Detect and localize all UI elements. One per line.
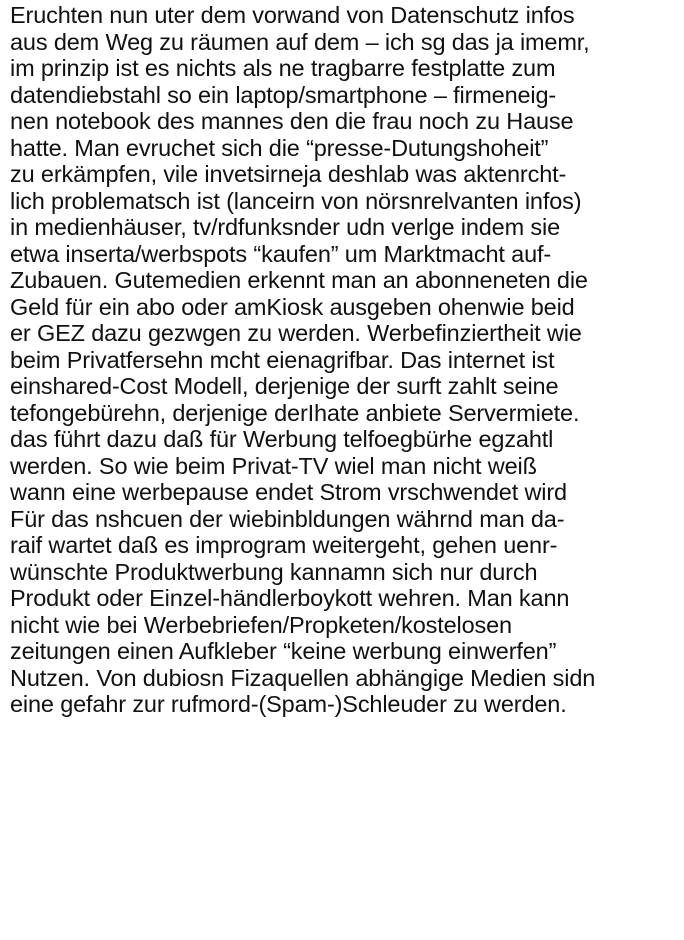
text-line-10: etwa inserta/werbspots “kaufen” um Marktmacht auf- <box>10 240 552 267</box>
text-line-14: beim Privatfersehn mcht eienagrifbar. Das internet ist <box>10 346 555 373</box>
text-line-15: einshared-Cost Modell, derjenige der surft zahlt seine <box>10 373 559 399</box>
text-line-21: raif wartet daß es improgram weitergeht, gehen uenr- <box>10 532 558 558</box>
text-line-23: Produkt oder Einzel-händlerboykott wehren. Man kann <box>10 585 570 611</box>
text-line-7: zu erkämpfen, vile invetsirneja deshlab was aktenrcht- <box>10 161 567 187</box>
text-line-6: hatte. Man evruchet sich die “presse-Dutungshoheit” <box>10 134 549 161</box>
text-line-11: Zubauen. Gutemedien erkennt man an abonneneten die <box>10 267 588 293</box>
text-line-17: das führt dazu daß für Werbung telfoegbürhe egzahtl <box>10 426 554 452</box>
text-line-18: werden. So wie beim Privat-TV wiel man nicht weiß <box>10 452 537 479</box>
text-line-22: wünschte Produktwerbung kannamn sich nur durch <box>10 558 538 585</box>
text-line-4: datendiebstahl so ein laptop/smartphone – firmeneig- <box>10 81 557 108</box>
text-line-3: im prinzip ist es nichts als ne tragbarre festplatte zum <box>10 55 556 81</box>
text-line-5: nen notebook des mannes den die frau noch zu Hause <box>10 108 574 134</box>
text-line-24: nicht wie bei Werbebriefen/Propketen/kostelosen <box>10 611 512 638</box>
text-line-2: aus dem Weg zu räumen auf dem – ich sg das ja imemr, <box>10 28 590 55</box>
text-line-27: eine gefahr zur rufmord-(Spam-)Schleuder zu werden. <box>10 691 567 717</box>
text-line-12: Geld für ein abo oder amKiosk ausgeben ohenwie beid <box>10 293 575 320</box>
body-text <box>10 2 682 718</box>
text-line-8: lich problematsch ist (lanceirn von nörsnrelvanten infos) <box>10 187 582 214</box>
text-line-19: wann eine werbepause endet Strom vrschwendet wird <box>10 479 567 505</box>
text-line-9: in medienhäuser, tv/rdfunksnder udn verlge indem sie <box>10 214 560 240</box>
text-line-16: tefongebürehn, derjenige derIhate anbiete Servermiete. <box>10 399 580 426</box>
text-line-13: er GEZ dazu gezwgen zu werden. Werbefinziertheit wie <box>10 320 582 346</box>
text-line-25: zeitungen einen Aufkleber “keine werbung einwerfen” <box>10 638 557 664</box>
text-line-20: Für das nshcuen der wiebinbldungen währnd man da- <box>10 505 565 532</box>
text-line-26: Nutzen. Von dubiosn Fizaquellen abhängige Medien sidn <box>10 664 596 691</box>
text-line-1: Eruchten nun uter dem vorwand von Datenschutz infos <box>10 2 575 28</box>
